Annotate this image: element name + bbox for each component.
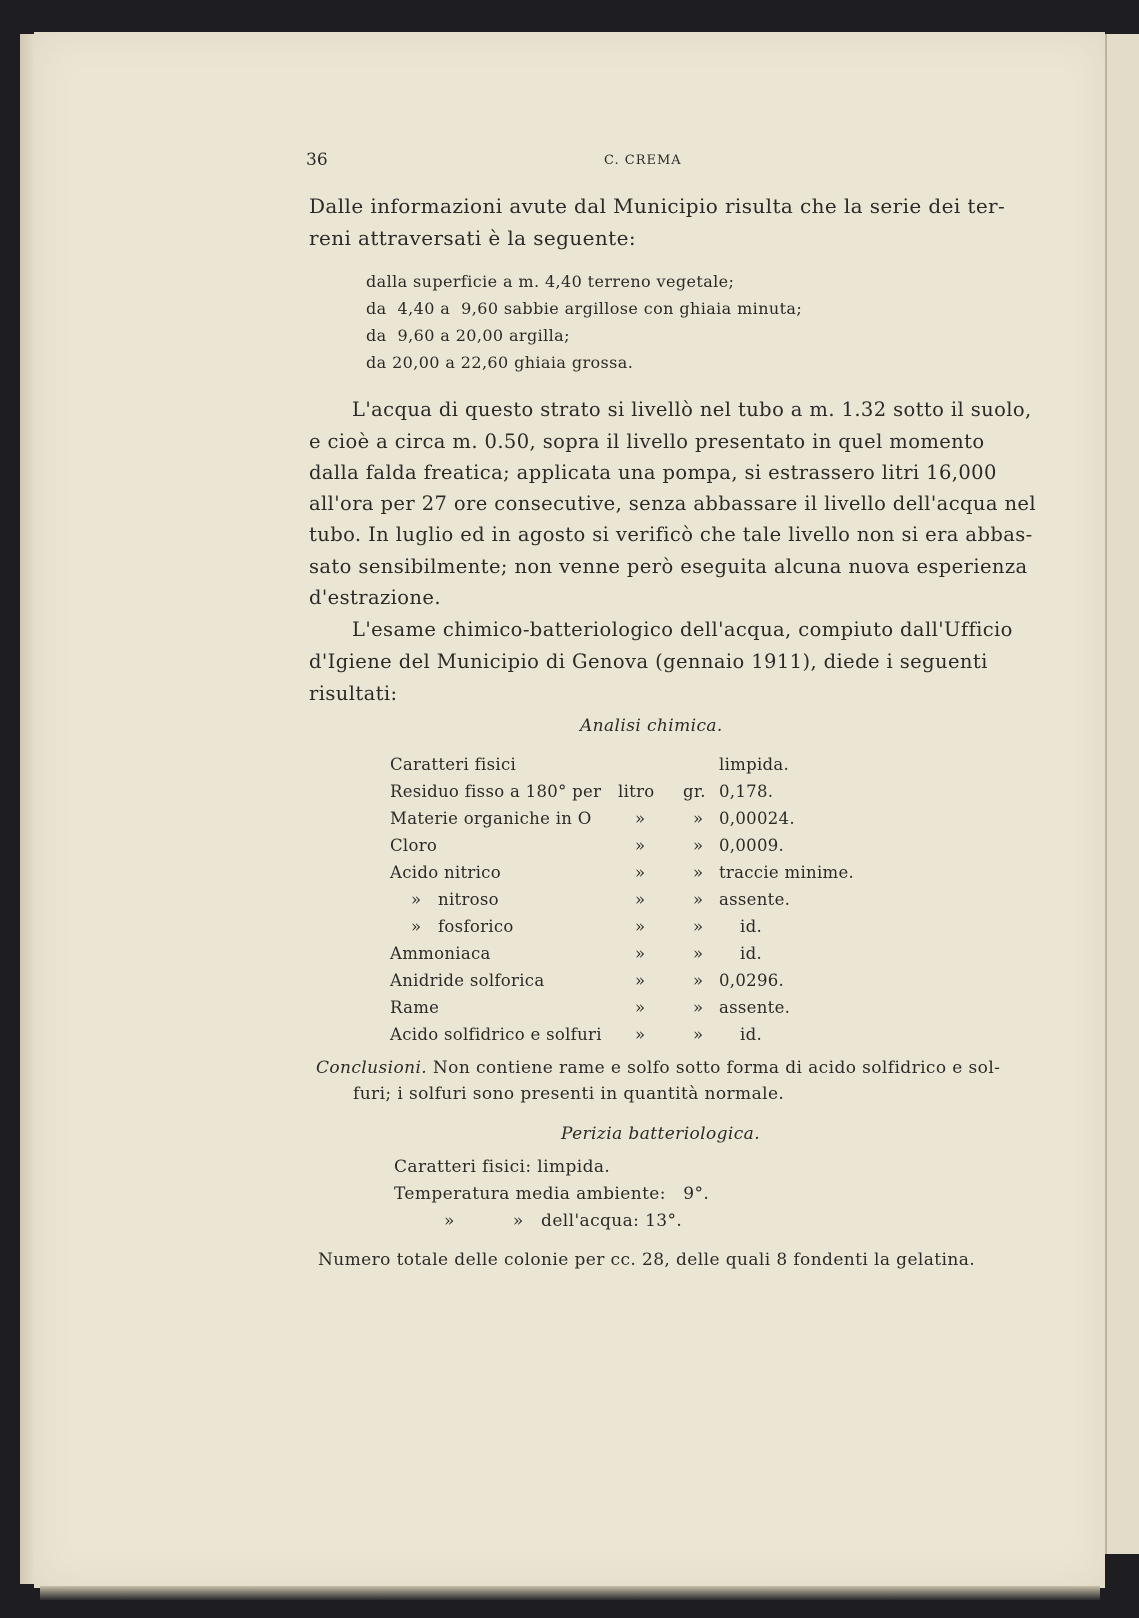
- chemical-value: assente.: [719, 890, 791, 909]
- chemical-value: id.: [740, 944, 762, 963]
- chemical-value: assente.: [719, 998, 791, 1017]
- paragraph-line: d'estrazione.: [309, 586, 441, 609]
- chemical-mark: »: [693, 890, 704, 909]
- chemical-label: Rame: [390, 998, 440, 1017]
- chemical-value: limpida.: [719, 755, 790, 774]
- chemical-unit: »: [635, 1025, 646, 1044]
- chemical-value: 0,0296.: [719, 971, 785, 990]
- final-line: Numero totale delle colonie per cc. 28, delle quali 8 fondenti la gelatina.: [318, 1250, 976, 1270]
- page-number: 36: [306, 150, 328, 170]
- paragraph-line: sato sensibilmente; non venne però eseguita alcuna nuova esperienza: [309, 555, 1028, 578]
- chemical-unit: »: [635, 971, 646, 990]
- bacterio-row: » » dell'acqua: 13°.: [444, 1211, 683, 1231]
- chemical-mark: »: [693, 917, 704, 936]
- chemical-value: traccie minime.: [719, 863, 855, 882]
- bacteriological-title: Perizia batteriologica.: [561, 1124, 761, 1144]
- strata-item: da 20,00 a 22,60 ghiaia grossa.: [366, 353, 634, 372]
- paragraph-line: dalla falda freatica; applicata una pompa, si estrassero litri 16,000: [309, 461, 997, 484]
- chemical-unit: »: [635, 809, 646, 828]
- chemical-label: Caratteri fisici: [390, 755, 517, 774]
- chemical-mark: »: [693, 998, 704, 1017]
- chemical-mark: »: [693, 944, 704, 963]
- chemical-label: Acido nitrico: [390, 863, 501, 882]
- running-head-author: C. CREMA: [604, 153, 682, 168]
- bacterio-row: Caratteri fisici: limpida.: [394, 1157, 611, 1177]
- chemical-unit: »: [635, 998, 646, 1017]
- paragraph-line: tubo. In luglio ed in agosto si verificò che tale livello non si era abbas-: [309, 523, 1033, 546]
- paragraph-line: d'Igiene del Municipio di Genova (gennaio 1911), diede i seguenti: [309, 650, 988, 673]
- chemical-label: Acido solfidrico e solfuri: [390, 1025, 602, 1044]
- conclusion-line: [316, 1058, 1000, 1078]
- chemical-unit: »: [635, 863, 646, 882]
- paragraph-line: L'esame chimico-batteriologico dell'acqua, compiuto dall'Ufficio: [352, 618, 1013, 641]
- paragraph-line: all'ora per 27 ore consecutive, senza abbassare il livello dell'acqua nel: [309, 492, 1037, 515]
- chemical-label: » nitroso: [411, 890, 499, 909]
- chemical-mark: »: [693, 836, 704, 855]
- chemical-label: Residuo fisso a 180° per: [390, 782, 602, 801]
- paragraph-line: risultati:: [309, 682, 398, 705]
- chemical-unit: »: [635, 836, 646, 855]
- next-page-edge: [1105, 34, 1139, 1554]
- chemical-label: Anidride solforica: [390, 971, 545, 990]
- chemical-mark: »: [693, 1025, 704, 1044]
- chemical-label: » fosforico: [411, 917, 514, 936]
- strata-item: dalla superficie a m. 4,40 terreno vegetale;: [366, 272, 735, 291]
- page-stack-bottom: [40, 1586, 1100, 1600]
- chemical-value: 0,178.: [719, 782, 774, 801]
- chemical-mark: »: [693, 863, 704, 882]
- strata-item: da 4,40 a 9,60 sabbie argillose con ghiaia minuta;: [366, 299, 803, 318]
- chemical-label: Ammoniaca: [390, 944, 491, 963]
- intro-line: Dalle informazioni avute dal Municipio risulta che la serie dei ter-: [309, 194, 1006, 218]
- intro-line: reni attraversati è la seguente:: [309, 226, 636, 250]
- chemical-analysis-title: Analisi chimica.: [580, 716, 723, 736]
- chemical-label: Cloro: [390, 836, 438, 855]
- chemical-value: id.: [740, 917, 762, 936]
- chemical-value: 0,0009.: [719, 836, 785, 855]
- chemical-unit: »: [635, 944, 646, 963]
- chemical-unit: litro: [618, 782, 655, 801]
- conclusion-heading: Conclusioni.: [316, 1058, 428, 1078]
- chemical-mark: »: [693, 809, 704, 828]
- conclusion-text: Non contiene rame e solfo sotto forma di acido solfidrico e sol-: [432, 1058, 1001, 1078]
- paragraph-line: L'acqua di questo strato si livellò nel tubo a m. 1.32 sotto il suolo,: [352, 398, 1032, 421]
- chemical-mark: »: [693, 971, 704, 990]
- paragraph-line: e cioè a circa m. 0.50, sopra il livello presentato in quel momento: [309, 430, 985, 453]
- chemical-value: 0,00024.: [719, 809, 795, 828]
- chemical-unit: »: [635, 917, 646, 936]
- conclusion-line-2: furi; i solfuri sono presenti in quantità normale.: [353, 1084, 785, 1104]
- chemical-value: id.: [740, 1025, 762, 1044]
- bacterio-row: Temperatura media ambiente: 9°.: [394, 1184, 710, 1204]
- chemical-mark: gr.: [683, 782, 706, 801]
- chemical-label: Materie organiche in O: [390, 809, 592, 828]
- chemical-unit: »: [635, 890, 646, 909]
- strata-item: da 9,60 a 20,00 argilla;: [366, 326, 570, 345]
